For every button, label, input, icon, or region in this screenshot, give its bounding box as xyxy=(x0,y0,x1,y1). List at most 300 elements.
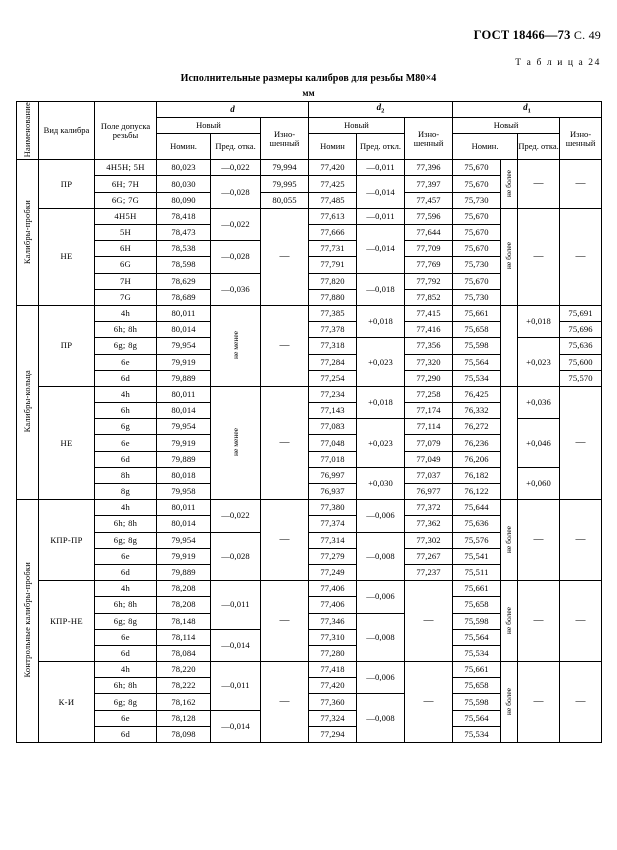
d2-worn-cell: 77,852 xyxy=(405,289,453,305)
d1-nominal-cell: 75,670 xyxy=(453,160,501,176)
d-nominal-cell: 79,954 xyxy=(157,338,211,354)
gauge-kind-cell: КПР-НЕ xyxy=(39,581,95,662)
table-row xyxy=(17,386,602,402)
d2-worn-cell: 77,372 xyxy=(405,500,453,516)
tolerance-field-cell: 6h; 8h xyxy=(95,678,157,694)
d1-deviation-cell: +0,060 xyxy=(518,467,560,499)
table-title: Исполнительные размеры калибров для резьбы М80×4 xyxy=(180,73,437,84)
d-nominal-cell: 78,162 xyxy=(157,694,211,710)
subscript-1: 1 xyxy=(527,107,531,115)
d1-worn-cell xyxy=(560,208,602,305)
d2-deviation-cell: +0,023 xyxy=(357,419,405,468)
d1-worn-cell xyxy=(560,581,602,662)
d-nominal-cell: 79,954 xyxy=(157,532,211,548)
d2-nominal-cell: 77,083 xyxy=(309,419,357,435)
dash-mark: — xyxy=(279,339,290,351)
d2-nominal-cell: 77,420 xyxy=(309,678,357,694)
d1-nominal-cell: 75,730 xyxy=(453,289,501,305)
d1-deviation-cell xyxy=(518,662,560,743)
d2-nominal-cell: 77,143 xyxy=(309,403,357,419)
th-tolerance-field: Поле допуска резьбы xyxy=(95,102,157,160)
th-d2-deviation: Пред. откл. xyxy=(357,134,405,160)
d-nominal-cell: 79,889 xyxy=(157,564,211,580)
dash-mark: — xyxy=(533,695,544,707)
d1-deviation-cell xyxy=(518,581,560,662)
d-nominal-cell: 79,919 xyxy=(157,548,211,564)
d-deviation-cell: —0,022 xyxy=(211,500,261,532)
d-worn-cell xyxy=(261,305,309,386)
d2-nominal-cell: 76,997 xyxy=(309,467,357,483)
th-d1-nominal: Номин. xyxy=(453,134,518,160)
standard-header xyxy=(474,28,601,43)
d2-worn-cell: 77,237 xyxy=(405,564,453,580)
d-nominal-cell: 80,018 xyxy=(157,467,211,483)
gauge-kind-cell: НЕ xyxy=(39,208,95,305)
tolerance-field-cell: 4h xyxy=(95,500,157,516)
d2-worn-cell xyxy=(405,581,453,662)
th-d2-worn: Изно- шенный xyxy=(405,118,453,160)
d2-deviation-cell: —0,014 xyxy=(357,225,405,274)
d1-nominal-cell: 75,658 xyxy=(453,322,501,338)
d1-note-cell xyxy=(501,160,518,209)
d1-nominal-cell: 75,670 xyxy=(453,208,501,224)
d1-nominal-cell: 76,236 xyxy=(453,435,501,451)
gauge-kind-cell: К-И xyxy=(39,662,95,743)
d1-deviation-cell xyxy=(518,208,560,305)
tolerance-field-cell: 6h xyxy=(95,403,157,419)
note-not-less: не менее xyxy=(230,428,240,457)
standard-number: ГОСТ 18466—73 xyxy=(473,28,571,42)
d-deviation-cell xyxy=(211,386,261,499)
d2-deviation-cell: —0,018 xyxy=(357,273,405,305)
d2-nominal-cell: 77,731 xyxy=(309,241,357,257)
d1-nominal-cell: 75,598 xyxy=(453,613,501,629)
d2-deviation-cell: —0,008 xyxy=(357,694,405,743)
d2-worn-cell: 77,258 xyxy=(405,386,453,402)
d2-worn-cell: 77,320 xyxy=(405,354,453,370)
d-nominal-cell: 79,958 xyxy=(157,484,211,500)
d-deviation-cell xyxy=(211,305,261,386)
th-d-new: Новый xyxy=(157,118,261,134)
d1-note-cell xyxy=(501,500,518,581)
d-deviation-cell: —0,036 xyxy=(211,273,261,305)
tolerance-field-cell: 6e xyxy=(95,629,157,645)
table-caption: Т а б л и ц а 24 xyxy=(515,58,601,68)
gauge-kind-cell: ПР xyxy=(39,305,95,386)
d1-note-cell xyxy=(501,305,518,386)
d2-nominal-cell: 77,485 xyxy=(309,192,357,208)
d-nominal-cell: 80,014 xyxy=(157,322,211,338)
dash-mark: — xyxy=(575,436,586,448)
table-header-row-groups xyxy=(17,102,602,118)
d2-nominal-cell: 77,018 xyxy=(309,451,357,467)
d1-worn-cell xyxy=(560,386,602,499)
d2-worn-cell: 76,977 xyxy=(405,484,453,500)
dash-mark: — xyxy=(423,614,434,626)
d2-worn-cell: 77,114 xyxy=(405,419,453,435)
d1-nominal-cell: 76,425 xyxy=(453,386,501,402)
d-nominal-cell: 78,148 xyxy=(157,613,211,629)
gauge-kind-cell: ПР xyxy=(39,160,95,209)
dash-mark: — xyxy=(575,177,586,189)
tolerance-field-cell: 7G xyxy=(95,289,157,305)
tolerance-field-cell: 6e xyxy=(95,435,157,451)
d-nominal-cell: 78,222 xyxy=(157,678,211,694)
d2-nominal-cell: 77,378 xyxy=(309,322,357,338)
tolerance-field-cell: 6e xyxy=(95,710,157,726)
d2-worn-cell: 77,362 xyxy=(405,516,453,532)
d2-worn-cell: 77,644 xyxy=(405,225,453,241)
d-worn-cell xyxy=(261,581,309,662)
gauge-kind-cell: НЕ xyxy=(39,386,95,499)
d1-nominal-cell: 75,670 xyxy=(453,273,501,289)
group-name-label: Контрольные калибры-пробки xyxy=(22,562,33,678)
th-group-d: d xyxy=(157,102,309,118)
group-name-label: Калибры-пробки xyxy=(22,199,33,264)
d-nominal-cell: 80,014 xyxy=(157,403,211,419)
d1-nominal-cell: 75,730 xyxy=(453,257,501,273)
d2-nominal-cell: 77,374 xyxy=(309,516,357,532)
d-nominal-cell: 78,473 xyxy=(157,225,211,241)
d1-nominal-cell: 75,670 xyxy=(453,241,501,257)
th-d2-nominal: Номин xyxy=(309,134,357,160)
d1-worn-cell xyxy=(560,160,602,209)
d1-nominal-cell: 75,658 xyxy=(453,597,501,613)
d-worn-cell xyxy=(261,386,309,499)
d2-nominal-cell: 77,385 xyxy=(309,305,357,321)
d-worn-cell xyxy=(261,500,309,581)
tolerance-field-cell: 6d xyxy=(95,564,157,580)
d1-deviation-cell xyxy=(518,160,560,209)
d2-deviation-cell: —0,008 xyxy=(357,532,405,581)
d1-deviation-cell xyxy=(518,500,560,581)
d2-worn-cell: 77,792 xyxy=(405,273,453,289)
note-not-less: не менее xyxy=(230,330,240,359)
tolerance-field-cell: 4H5H; 5H xyxy=(95,160,157,176)
d1-nominal-cell: 75,511 xyxy=(453,564,501,580)
d1-nominal-cell: 75,576 xyxy=(453,532,501,548)
tolerance-field-cell: 6h; 8h xyxy=(95,322,157,338)
d-nominal-cell: 78,114 xyxy=(157,629,211,645)
th-kind: Вид калибра xyxy=(39,102,95,160)
dash-mark: — xyxy=(533,177,544,189)
d2-worn-cell: 77,596 xyxy=(405,208,453,224)
d-nominal-cell: 80,023 xyxy=(157,160,211,176)
d1-nominal-cell: 75,644 xyxy=(453,500,501,516)
d-worn-cell: 79,994 xyxy=(261,160,309,176)
d-nominal-cell: 80,030 xyxy=(157,176,211,192)
dash-mark: — xyxy=(533,614,544,626)
table-row xyxy=(17,208,602,224)
tolerance-field-cell: 4H5H xyxy=(95,208,157,224)
group-name-cell xyxy=(17,500,39,743)
d2-nominal-cell: 77,360 xyxy=(309,694,357,710)
d1-nominal-cell: 75,534 xyxy=(453,726,501,742)
d-nominal-cell: 78,629 xyxy=(157,273,211,289)
d2-deviation-cell: —0,006 xyxy=(357,581,405,613)
d1-nominal-cell: 75,730 xyxy=(453,192,501,208)
dash-mark: — xyxy=(423,695,434,707)
th-d-nominal: Номин. xyxy=(157,134,211,160)
d2-worn-cell: 77,302 xyxy=(405,532,453,548)
d2-nominal-cell: 76,937 xyxy=(309,484,357,500)
d-nominal-cell: 79,919 xyxy=(157,354,211,370)
d2-deviation-cell: —0,006 xyxy=(357,662,405,694)
table-row xyxy=(17,500,602,516)
tolerance-field-cell: 6d xyxy=(95,726,157,742)
d2-worn-cell: 77,397 xyxy=(405,176,453,192)
d1-nominal-cell: 75,661 xyxy=(453,662,501,678)
d1-worn-cell: 75,696 xyxy=(560,322,602,338)
d2-nominal-cell: 77,279 xyxy=(309,548,357,564)
table-row xyxy=(17,581,602,597)
d-nominal-cell: 79,919 xyxy=(157,435,211,451)
group-name-cell xyxy=(17,160,39,306)
note-not-more: не более xyxy=(504,242,514,270)
d-worn-cell: 79,995 xyxy=(261,176,309,192)
th-d2-new: Новый xyxy=(309,118,405,134)
d1-deviation-cell: +0,036 xyxy=(518,386,560,418)
d2-nominal-cell: 77,294 xyxy=(309,726,357,742)
d2-deviation-cell: —0,014 xyxy=(357,176,405,208)
d-nominal-cell: 80,014 xyxy=(157,516,211,532)
d2-nominal-cell: 77,666 xyxy=(309,225,357,241)
d2-nominal-cell: 77,820 xyxy=(309,273,357,289)
d2-nominal-cell: 77,234 xyxy=(309,386,357,402)
d2-deviation-cell: +0,030 xyxy=(357,467,405,499)
subscript-2: 2 xyxy=(381,107,385,115)
note-not-more: не более xyxy=(504,606,514,634)
tolerance-field-cell: 6d xyxy=(95,370,157,386)
d2-nominal-cell: 77,254 xyxy=(309,370,357,386)
d2-nominal-cell: 77,406 xyxy=(309,597,357,613)
page-label: С. xyxy=(573,28,586,42)
d1-nominal-cell: 75,534 xyxy=(453,645,501,661)
d1-nominal-cell: 75,564 xyxy=(453,710,501,726)
d1-deviation-cell: +0,023 xyxy=(518,338,560,387)
d-nominal-cell: 78,208 xyxy=(157,597,211,613)
tolerance-field-cell: 6g; 8g xyxy=(95,338,157,354)
th-d1-new: Новый xyxy=(453,118,560,134)
d1-deviation-cell: +0,018 xyxy=(518,305,560,337)
page-number: 49 xyxy=(588,28,601,42)
d1-nominal-cell: 76,332 xyxy=(453,403,501,419)
th-group-d2: $d_2$ xyxy=(309,102,453,118)
d2-worn-cell: 77,416 xyxy=(405,322,453,338)
table-body xyxy=(17,160,602,743)
d-nominal-cell: 78,689 xyxy=(157,289,211,305)
group-name-cell xyxy=(17,305,39,499)
d-deviation-cell: —0,028 xyxy=(211,176,261,208)
table-units: мм xyxy=(302,88,315,98)
d-deviation-cell: —0,014 xyxy=(211,629,261,661)
dash-mark: — xyxy=(575,250,586,262)
d-nominal-cell: 79,889 xyxy=(157,370,211,386)
d1-nominal-cell: 76,272 xyxy=(453,419,501,435)
d-nominal-cell: 78,220 xyxy=(157,662,211,678)
d1-worn-cell xyxy=(560,500,602,581)
d2-nominal-cell: 77,280 xyxy=(309,645,357,661)
d-nominal-cell: 79,889 xyxy=(157,451,211,467)
d2-nominal-cell: 77,284 xyxy=(309,354,357,370)
tolerance-field-cell: 6G xyxy=(95,257,157,273)
tolerance-field-cell: 6g; 8g xyxy=(95,613,157,629)
d-deviation-cell: —0,011 xyxy=(211,662,261,711)
d2-nominal-cell: 77,314 xyxy=(309,532,357,548)
d-nominal-cell: 78,128 xyxy=(157,710,211,726)
d2-nominal-cell: 77,425 xyxy=(309,176,357,192)
d-deviation-cell: —0,022 xyxy=(211,208,261,240)
gauge-dimensions-table xyxy=(16,101,602,743)
d2-nominal-cell: 77,324 xyxy=(309,710,357,726)
d2-deviation-cell: —0,011 xyxy=(357,160,405,176)
d2-worn-cell: 77,769 xyxy=(405,257,453,273)
dash-mark: — xyxy=(279,250,290,262)
d1-nominal-cell: 75,636 xyxy=(453,516,501,532)
d1-nominal-cell: 75,541 xyxy=(453,548,501,564)
d1-nominal-cell: 75,670 xyxy=(453,225,501,241)
tolerance-field-cell: 6h; 8h xyxy=(95,597,157,613)
d2-nominal-cell: 77,613 xyxy=(309,208,357,224)
d2-nominal-cell: 77,406 xyxy=(309,581,357,597)
tolerance-field-cell: 6g; 8g xyxy=(95,532,157,548)
tolerance-field-cell: 4h xyxy=(95,662,157,678)
table-row xyxy=(17,662,602,678)
table-row xyxy=(17,305,602,321)
note-not-more: не более xyxy=(504,169,514,197)
tolerance-field-cell: 5H xyxy=(95,225,157,241)
d1-nominal-cell: 75,661 xyxy=(453,581,501,597)
d2-nominal-cell: 77,418 xyxy=(309,662,357,678)
tolerance-field-cell: 7H xyxy=(95,273,157,289)
th-name: Наименование xyxy=(17,102,39,160)
d2-nominal-cell: 77,318 xyxy=(309,338,357,354)
d2-worn-cell: 77,049 xyxy=(405,451,453,467)
tolerance-field-cell: 6h; 8h xyxy=(95,516,157,532)
d1-nominal-cell: 75,658 xyxy=(453,678,501,694)
d2-nominal-cell: 77,346 xyxy=(309,613,357,629)
gauge-kind-cell: КПР-ПР xyxy=(39,500,95,581)
dash-mark: — xyxy=(279,695,290,707)
d1-nominal-cell: 76,122 xyxy=(453,484,501,500)
d-nominal-cell: 78,098 xyxy=(157,726,211,742)
d-deviation-cell: —0,028 xyxy=(211,532,261,581)
d2-deviation-cell: —0,008 xyxy=(357,613,405,662)
d1-nominal-cell: 75,564 xyxy=(453,629,501,645)
dash-mark: — xyxy=(533,250,544,262)
tolerance-field-cell: 6e xyxy=(95,548,157,564)
d-nominal-cell: 78,598 xyxy=(157,257,211,273)
tolerance-field-cell: 6g xyxy=(95,419,157,435)
d1-worn-cell: 75,636 xyxy=(560,338,602,354)
d-nominal-cell: 80,090 xyxy=(157,192,211,208)
d2-deviation-cell: +0,018 xyxy=(357,386,405,418)
d2-deviation-cell: —0,011 xyxy=(357,208,405,224)
d2-nominal-cell: 77,310 xyxy=(309,629,357,645)
tolerance-field-cell: 4h xyxy=(95,386,157,402)
dash-mark: — xyxy=(575,614,586,626)
th-d-deviation: Пред. отка. xyxy=(211,134,261,160)
d-deviation-cell: —0,022 xyxy=(211,160,261,176)
tolerance-field-cell: 6H xyxy=(95,241,157,257)
d-nominal-cell: 79,954 xyxy=(157,419,211,435)
tolerance-field-cell: 6d xyxy=(95,645,157,661)
dash-mark: — xyxy=(279,533,290,545)
note-not-more: не более xyxy=(504,525,514,553)
th-d-worn: Изно- шенный xyxy=(261,118,309,160)
dash-mark: — xyxy=(533,533,544,545)
d2-nominal-cell: 77,048 xyxy=(309,435,357,451)
d2-deviation-cell: +0,018 xyxy=(357,305,405,337)
d2-worn-cell: 77,267 xyxy=(405,548,453,564)
d2-nominal-cell: 77,791 xyxy=(309,257,357,273)
d2-worn-cell: 77,037 xyxy=(405,467,453,483)
tolerance-field-cell: 4h xyxy=(95,581,157,597)
d2-worn-cell: 77,709 xyxy=(405,241,453,257)
d-nominal-cell: 80,011 xyxy=(157,500,211,516)
d-nominal-cell: 80,011 xyxy=(157,305,211,321)
d1-nominal-cell: 75,598 xyxy=(453,338,501,354)
tolerance-field-cell: 6G; 7G xyxy=(95,192,157,208)
d1-worn-cell: 75,691 xyxy=(560,305,602,321)
d1-worn-cell: 75,600 xyxy=(560,354,602,370)
tolerance-field-cell: 6g; 8g xyxy=(95,694,157,710)
d-worn-cell: 80,055 xyxy=(261,192,309,208)
dash-mark: — xyxy=(279,614,290,626)
d1-nominal-cell: 76,206 xyxy=(453,451,501,467)
d1-worn-cell: 75,570 xyxy=(560,370,602,386)
tolerance-field-cell: 6H; 7H xyxy=(95,176,157,192)
d1-note-cell xyxy=(501,581,518,662)
d1-nominal-cell: 75,564 xyxy=(453,354,501,370)
d1-note-cell xyxy=(501,208,518,305)
d-nominal-cell: 78,538 xyxy=(157,241,211,257)
d1-nominal-cell: 75,670 xyxy=(453,176,501,192)
d1-nominal-cell: 75,661 xyxy=(453,305,501,321)
d-nominal-cell: 80,011 xyxy=(157,386,211,402)
dash-mark: — xyxy=(575,533,586,545)
table-row xyxy=(17,160,602,176)
d2-worn-cell: 77,415 xyxy=(405,305,453,321)
d2-deviation-cell: —0,006 xyxy=(357,500,405,532)
dash-mark: — xyxy=(575,695,586,707)
d2-worn-cell: 77,356 xyxy=(405,338,453,354)
d2-deviation-cell: +0,023 xyxy=(357,338,405,387)
d-deviation-cell: —0,028 xyxy=(211,241,261,273)
d1-nominal-cell: 75,534 xyxy=(453,370,501,386)
dash-mark: — xyxy=(279,436,290,448)
d1-nominal-cell: 76,182 xyxy=(453,467,501,483)
d2-worn-cell: 77,174 xyxy=(405,403,453,419)
d2-worn-cell: 77,079 xyxy=(405,435,453,451)
d2-worn-cell: 77,290 xyxy=(405,370,453,386)
tolerance-field-cell: 4h xyxy=(95,305,157,321)
note-not-more: не более xyxy=(504,687,514,715)
tolerance-field-cell: 8h xyxy=(95,467,157,483)
d1-note-cell xyxy=(501,662,518,743)
tolerance-field-cell: 6d xyxy=(95,451,157,467)
d-deviation-cell: —0,011 xyxy=(211,581,261,630)
table-container xyxy=(16,101,601,743)
d1-nominal-cell: 75,598 xyxy=(453,694,501,710)
d-nominal-cell: 78,208 xyxy=(157,581,211,597)
d1-worn-cell xyxy=(560,662,602,743)
group-name-label: Калибры-кольца xyxy=(22,370,33,433)
d-nominal-cell: 78,418 xyxy=(157,208,211,224)
d-worn-cell xyxy=(261,208,309,305)
d1-deviation-cell: +0,046 xyxy=(518,419,560,468)
d-worn-cell xyxy=(261,662,309,743)
